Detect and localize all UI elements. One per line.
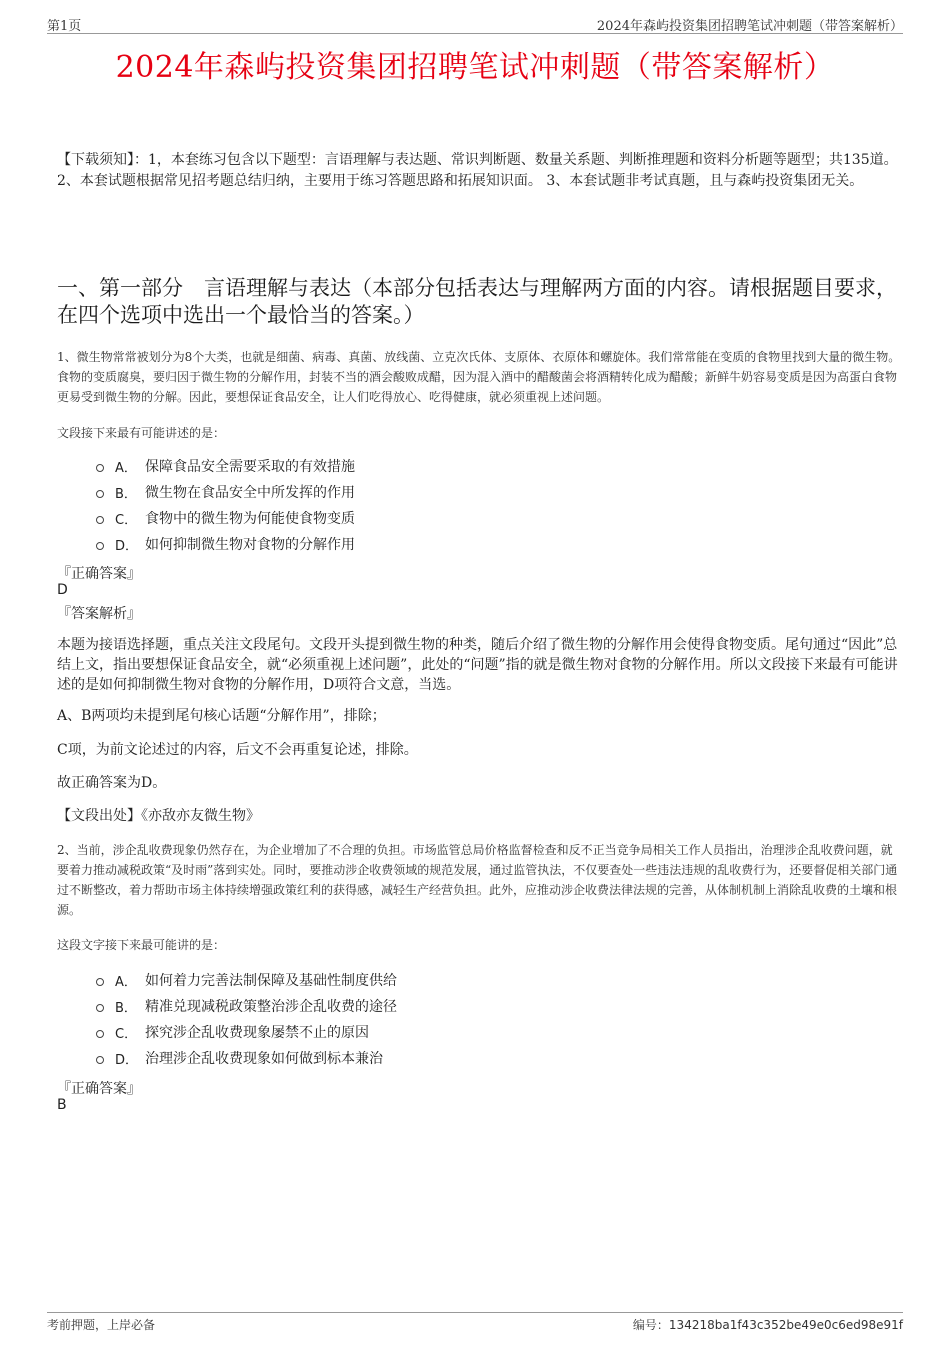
option-letter: A． — [115, 460, 137, 476]
q1-option-c[interactable] — [96, 508, 355, 528]
q1-option-d[interactable] — [96, 534, 355, 554]
correct-answer-label: 『正确答案』 — [57, 566, 141, 582]
q2-option-a[interactable] — [96, 970, 397, 990]
document-id-value: 134218ba1f43c352be49e0c6ed98e91f — [668, 1318, 903, 1332]
option-text: 治理涉企乱收费现象如何做到标本兼治 — [145, 1051, 383, 1067]
document-id-label: 编号： — [632, 1318, 669, 1332]
option-letter: A． — [115, 974, 137, 990]
option-letter: B． — [115, 1000, 137, 1016]
option-text: 保障食品安全需要采取的有效措施 — [145, 459, 355, 475]
analysis-paragraph: A、B两项均未提到尾句核心话题“分解作用”，排除； — [57, 708, 386, 724]
option-letter: D． — [115, 538, 139, 554]
q2-option-b[interactable] — [96, 996, 397, 1016]
q1-option-b[interactable] — [96, 482, 355, 502]
q2-option-c[interactable] — [96, 1022, 369, 1042]
question-1-text: 1、微生物常常被划分为8个大类，也就是细菌、病毒、真菌、放线菌、立克次氏体、支原体、衣原体和螺旋体。我们常常能在变质的食物里找到大量的微生物。食物的变质腐臭，要归因于微生物的分解作用，封装不当的酒会酸败成醋，因为混入酒中的醋酸菌会将酒精转化成为醋酸；新鲜牛奶容易变质是因为高蛋白食物更易受到微生物的分解。因此，要想保证食品安全，让人们吃得放心、吃得健康，就必须重视上述问题。 — [57, 350, 901, 404]
q2-option-d[interactable] — [96, 1048, 383, 1068]
radio-icon[interactable] — [96, 490, 104, 498]
radio-icon[interactable] — [96, 978, 104, 986]
q1-option-a[interactable] — [96, 456, 355, 476]
correct-answer: B — [57, 1097, 67, 1113]
section-heading: 一、第一部分 言语理解与表达（本部分包括表达与理解两方面的内容。请根据题目要求，在四个选项中选出一个最恰当的答案。） — [57, 276, 897, 327]
question-1-prompt: 文段接下来最有可能讲述的是： — [57, 426, 226, 440]
option-text: 精准兑现减税政策整治涉企乱收费的途径 — [145, 999, 397, 1015]
radio-icon[interactable] — [96, 1056, 104, 1064]
option-letter: C． — [115, 512, 138, 528]
option-letter: D． — [115, 1052, 139, 1068]
radio-icon[interactable] — [96, 1030, 104, 1038]
page-title: 2024年森屿投资集团招聘笔试冲刺题（带答案解析） — [115, 50, 835, 85]
document-id — [633, 1316, 903, 1333]
question-2-prompt: 这段文字接下来最可能讲的是： — [57, 938, 226, 952]
source-citation: 【文段出处】《亦敌亦友微生物》 — [57, 808, 260, 824]
question-2-text: 2、当前，涉企乱收费现象仍然存在，为企业增加了不合理的负担。市场监管总局价格监督检查和反不正当竞争局相关工作人员指出，治理涉企乱收费问题，就要着力推动减税政策“及时雨”落到实处。同时，要推动涉企收费领域的规范发展，通过监管执法，不仅要查处一些违法违规的乱收费行为，还要督促相关部门通过不断整改，着力帮助市场主体持续增强政策红利的获得感，减轻生产经营负担。此外，应推动涉企收费法律法规的完善，从体制机制上消除乱收费的土壤和根源。 — [57, 843, 898, 917]
option-text: 食物中的微生物为何能使食物变质 — [145, 511, 355, 527]
page-number: 第1页 — [47, 19, 82, 34]
option-letter: B． — [115, 486, 137, 502]
footer-slogan: 考前押题，上岸必备 — [47, 1318, 156, 1332]
analysis-label: 『答案解析』 — [57, 606, 141, 622]
option-text: 如何抑制微生物对食物的分解作用 — [145, 537, 355, 553]
radio-icon[interactable] — [96, 1004, 104, 1012]
radio-icon[interactable] — [96, 464, 104, 472]
option-text: 如何着力完善法制保障及基础性制度供给 — [145, 973, 397, 989]
running-title: 2024年森屿投资集团招聘笔试冲刺题（带答案解析） — [596, 19, 903, 34]
analysis-paragraph: C项，为前文论述过的内容，后文不会再重复论述，排除。 — [57, 742, 418, 758]
radio-icon[interactable] — [96, 516, 104, 524]
analysis-paragraph: 本题为接语选择题，重点关注文段尾句。文段开头提到微生物的种类，随后介绍了微生物的分解作用会使得食物变质。尾句通过“因此”总结上文，指出要想保证食品安全，就“必须重视上述问题”，此处的“问题”指的就是微生物对食物的分解作用。所以文段接下来最有可能讲述的是如何抑制微生物对食物的分解作用，D项符合文意，当选。 — [57, 637, 898, 693]
analysis-paragraph: 故正确答案为D。 — [57, 775, 167, 791]
option-text: 探究涉企乱收费现象屡禁不止的原因 — [145, 1025, 369, 1041]
option-text: 微生物在食品安全中所发挥的作用 — [145, 485, 355, 501]
header-divider — [47, 33, 903, 34]
correct-answer: D — [57, 582, 68, 598]
radio-icon[interactable] — [96, 542, 104, 550]
option-letter: C． — [115, 1026, 138, 1042]
footer-divider — [47, 1312, 903, 1313]
correct-answer-label: 『正确答案』 — [57, 1081, 141, 1097]
download-notice: 【下载须知】：1，本套练习包含以下题型：言语理解与表达题、常识判断题、数量关系题、判断推理题和资料分析题等题型；共135道。 2、本套试题根据常见招考题总结归纳，主要用于练习答题思路和拓展知识面。 3、本套试题非考试真题，且与森屿投资集团无关。 — [57, 152, 898, 189]
